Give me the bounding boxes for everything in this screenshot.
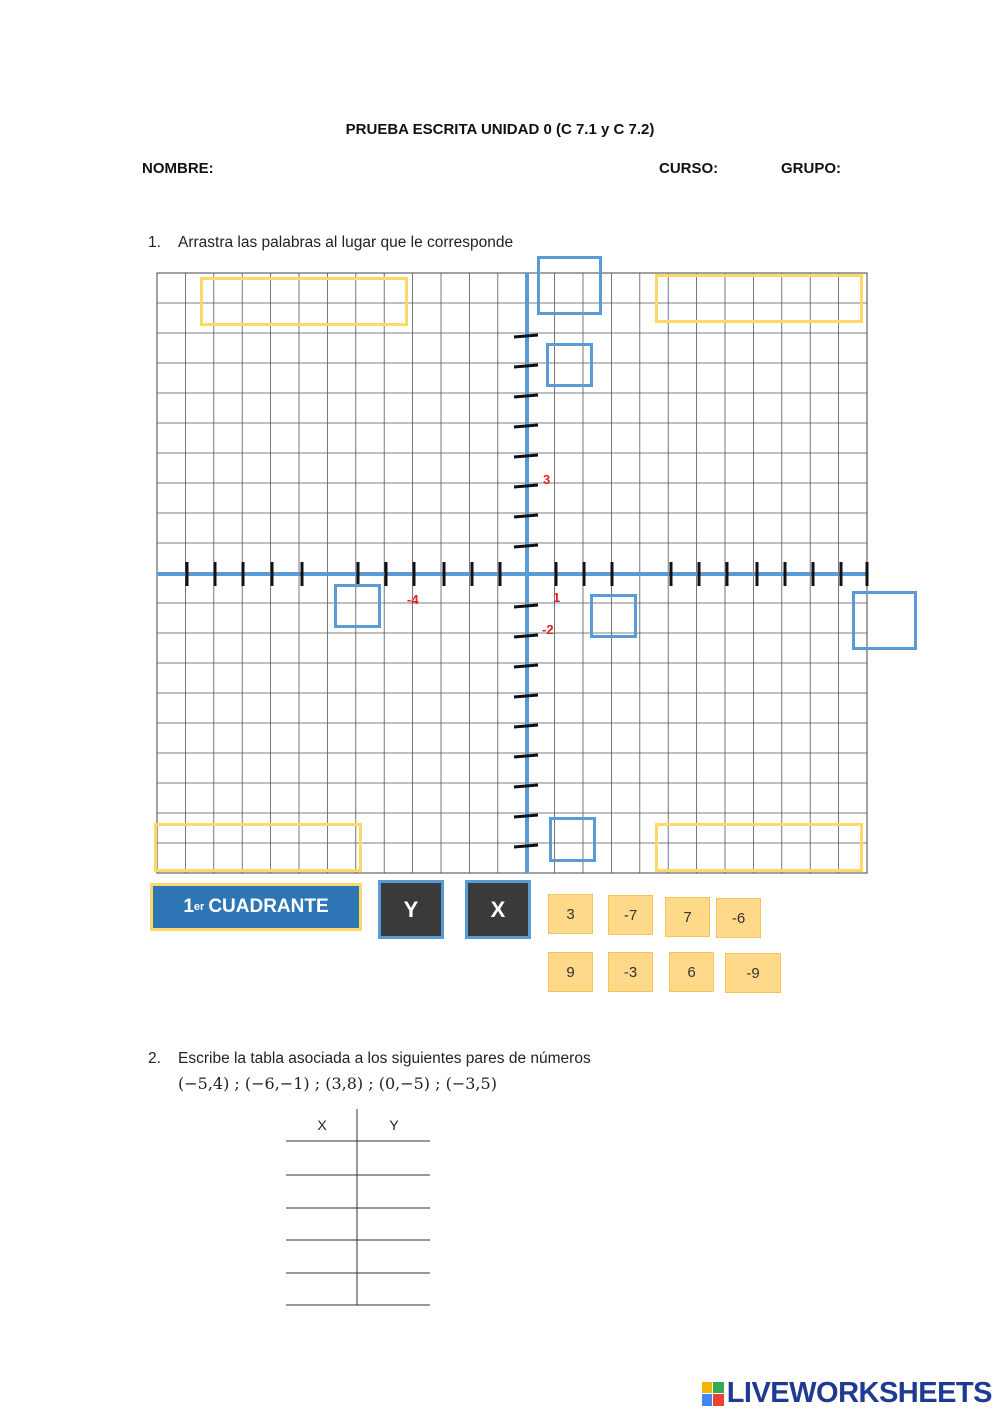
liveworksheets-logo-icon <box>702 1382 724 1406</box>
y-axis-tick <box>514 455 538 457</box>
y-axis-tick <box>514 515 538 517</box>
axis-label-x-1: 1 <box>553 590 561 605</box>
y-axis-tick <box>514 425 538 427</box>
y-axis-tick <box>514 725 538 727</box>
drop-zone-y-top-value[interactable] <box>546 343 593 387</box>
y-axis-tick <box>514 785 538 787</box>
nombre-label: NOMBRE: <box>142 160 214 177</box>
y-axis-tick <box>514 335 538 337</box>
page-title: PRUEBA ESCRITA UNIDAD 0 (C 7.1 y C 7.2) <box>345 121 655 138</box>
table-cell-input[interactable] <box>359 1243 427 1271</box>
chip-number[interactable]: -3 <box>608 952 653 992</box>
y-axis-tick <box>514 665 538 667</box>
table-cell-input[interactable] <box>359 1210 427 1238</box>
chip-number[interactable]: 9 <box>548 952 593 992</box>
drop-zone-quadrant-3[interactable] <box>154 823 362 872</box>
axis-label-y-neg2: -2 <box>542 622 554 637</box>
y-axis-tick <box>514 605 538 607</box>
table-cell-input[interactable] <box>288 1243 356 1271</box>
chip-y[interactable]: Y <box>378 880 444 939</box>
y-axis-tick <box>514 545 538 547</box>
y-axis-tick <box>514 845 538 847</box>
curso-label: CURSO: <box>659 160 719 177</box>
y-axis-tick <box>514 815 538 817</box>
chip-number[interactable]: 3 <box>548 894 593 934</box>
drop-zone-quadrant-1[interactable] <box>655 274 863 323</box>
table-cell-input[interactable] <box>288 1210 356 1238</box>
drop-zone-quadrant-4[interactable] <box>655 823 863 872</box>
question-1-text: Arrastra las palabras al lugar que le corresponde <box>178 234 514 251</box>
drop-zone-x-neg-value[interactable] <box>334 584 381 628</box>
y-axis-tick <box>514 395 538 397</box>
drop-zone-quadrant-2[interactable] <box>200 277 408 326</box>
chip-number[interactable]: -6 <box>716 898 761 938</box>
liveworksheets-logo <box>702 1377 992 1410</box>
y-axis-tick <box>514 695 538 697</box>
chip-number[interactable]: -7 <box>608 895 653 935</box>
drop-zone-y-axis-label[interactable] <box>537 256 602 315</box>
y-axis-tick <box>514 635 538 637</box>
table-header-x: X <box>317 1117 327 1133</box>
chip-number[interactable]: 6 <box>669 952 714 992</box>
table-cell-input[interactable] <box>288 1275 356 1303</box>
grupo-label: GRUPO: <box>781 160 841 177</box>
table-cell-input[interactable] <box>288 1145 356 1173</box>
table-cell-input[interactable] <box>359 1275 427 1303</box>
table-cell-input[interactable] <box>359 1145 427 1173</box>
y-axis-tick <box>514 755 538 757</box>
question-2-text: Escribe la tabla asociada a los siguientes pares de números <box>178 1050 591 1067</box>
table-header-y: Y <box>389 1117 399 1133</box>
chip-1er-sup: er <box>193 901 205 913</box>
axis-label-x-neg4: -4 <box>407 592 419 607</box>
question-1-number: 1. <box>148 234 161 251</box>
chip-1er-cuadrante[interactable] <box>150 883 362 931</box>
axis-label-y-3: 3 <box>543 472 551 487</box>
y-axis-tick <box>514 485 538 487</box>
drop-zone-x-axis-label[interactable] <box>852 591 917 650</box>
brand-text: LIVEWORKSHEETS <box>726 1377 992 1409</box>
chip-number[interactable]: -9 <box>725 953 781 993</box>
chip-1er-prefix: 1 <box>183 896 194 917</box>
question-2-number: 2. <box>148 1050 161 1067</box>
chip-number[interactable]: 7 <box>665 897 710 937</box>
number-pairs: (−5,4) ; (−6,−1) ; (3,8) ; (0,−5) ; (−3,5) <box>178 1074 497 1093</box>
drop-zone-y-bottom-value[interactable] <box>549 817 596 862</box>
drop-zone-x-pos-value[interactable] <box>590 594 637 638</box>
table-cell-input[interactable] <box>359 1178 427 1206</box>
chip-x[interactable]: X <box>465 880 531 939</box>
table-cell-input[interactable] <box>288 1178 356 1206</box>
chip-1er-label: CUADRANTE <box>208 896 329 917</box>
y-axis-tick <box>514 365 538 367</box>
